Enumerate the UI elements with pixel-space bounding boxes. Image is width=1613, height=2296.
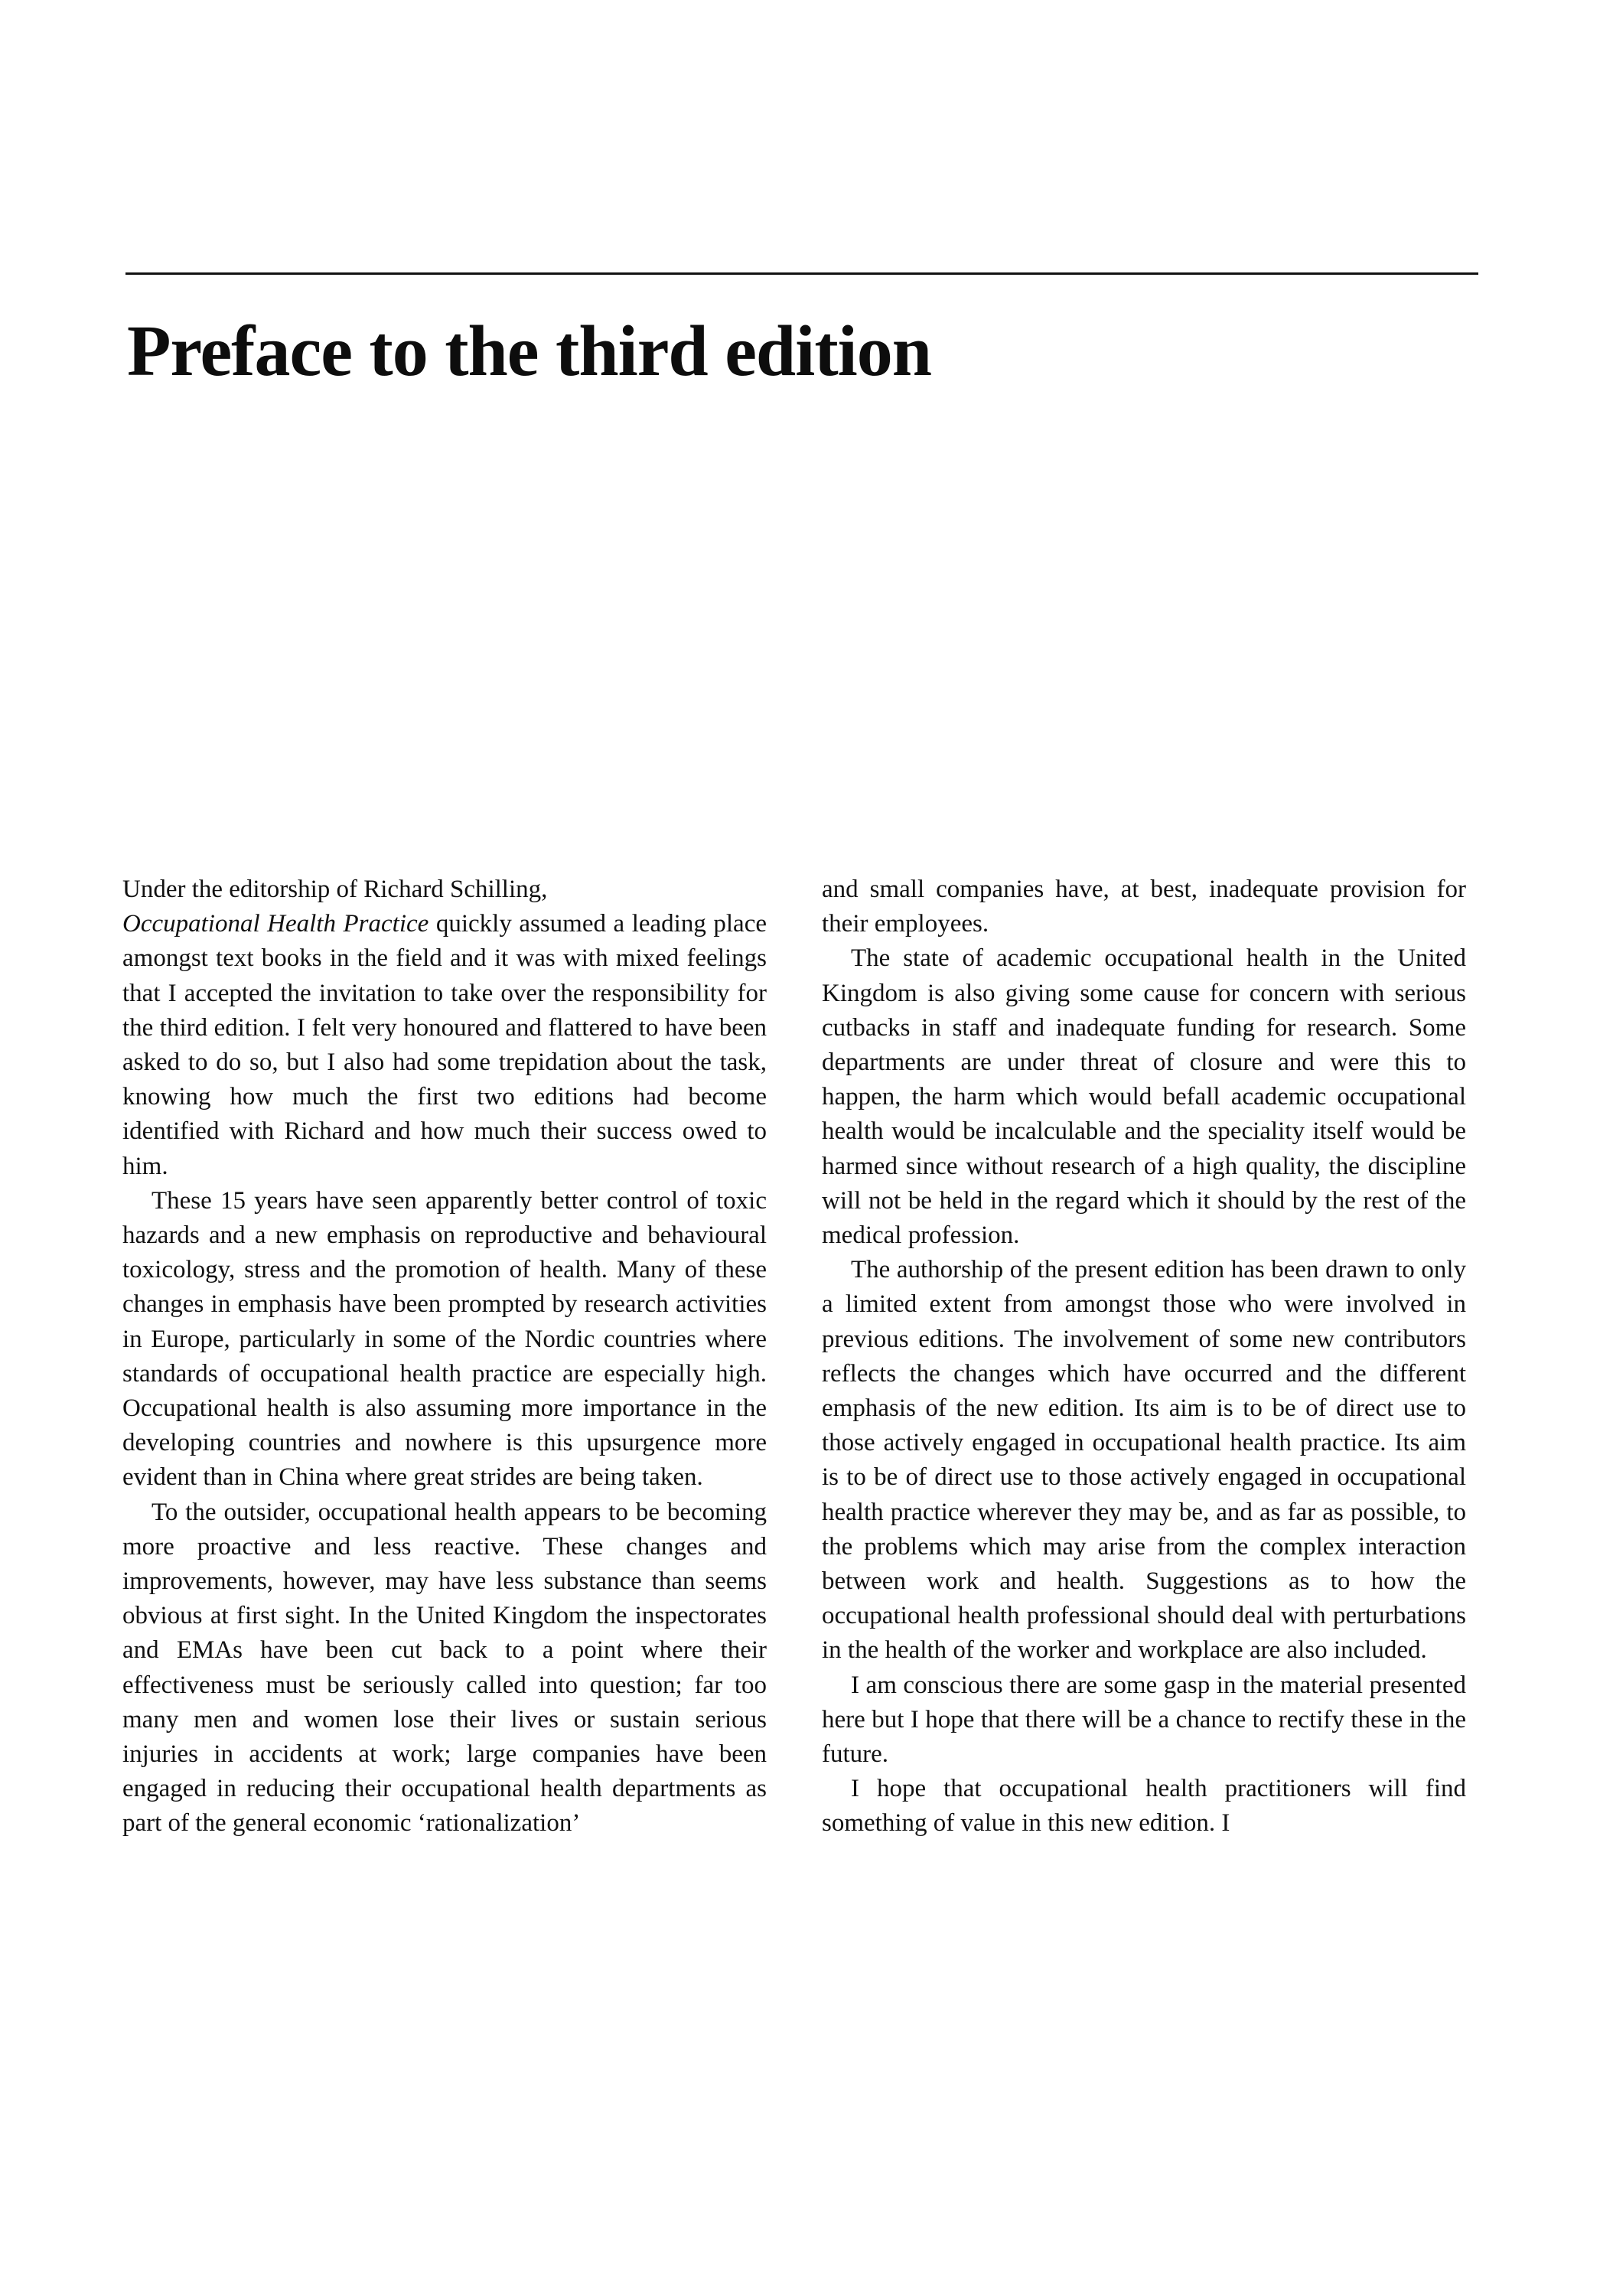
paragraph-4: The state of academic occupational health in the United Kingdom is also giving some cause for concern with serious cutbacks in staff and inadequate funding for research. Some departments are under threat of closure and were this to happen, the harm which would befall academic occupational health would be incalculable and the speciality itself would be harmed since without research of a high quality, the discipline will not be held in the regard which it should by the rest of the medical profession. bbox=[822, 944, 1466, 1250]
book-title: Occupational Health Practice bbox=[122, 910, 429, 938]
title-rule bbox=[125, 272, 1478, 275]
left-column bbox=[122, 872, 767, 1841]
right-column bbox=[822, 872, 1466, 1841]
paragraph-2: These 15 years have seen apparently better control of toxic hazards and a new emphasis on reproductive and behavioural toxicology, stress and the promotion of health. Many of these changes in emphasis have been prompted by research activities in Europe, particularly in some of the Nordic countries where standards of occupational health practice are especially high. Occupational health is also assuming more importance in the developing countries and nowhere is this upsurgence more evident than in China where great strides are being taken. bbox=[122, 1186, 767, 1492]
page-title: Preface to the third edition bbox=[127, 311, 932, 391]
paragraph-1-rest: quickly assumed a leading place amongst text books in the field and it was with mixed feelings that I accepted the invitation to take over the responsibility for the third edition. I felt very honoured and flattered to have been asked to do so, but I also had some trepidation about the task, knowing how much the first two editions had become identified with Richard and how much their success owed to him. bbox=[122, 910, 767, 1180]
paragraph-3: To the outsider, occupational health appears to be becoming more proactive and less reactive. These changes and improvements, however, may have less substance than seems obvious at first sight. In the United Kingdom the inspectorates and EMAs have been cut back to a point where their effectiveness must be seriously called into question; far too many men and women lose their lives or sustain serious injuries in accidents at work; large companies have been engaged in reducing their occupational health departments as part of the general economic ‘rationalization’ bbox=[122, 1498, 767, 1838]
paragraph-5: The authorship of the present edition has been drawn to only a limited extent from amongst those who were involved in previous editions. The involvement of some new contributors reflects the changes which have occurred and the different emphasis of the new edition. Its aim is to be of direct use to those actively engaged in occupational health practice. Its aim is to be of direct use to those actively engaged in occupational health practice wherever they may be, and as far as possible, to the problems which may arise from the complex interaction between work and health. Suggestions as to how the occupational health professional should deal with perturbations in the health of the worker and workplace are also included. bbox=[822, 1256, 1466, 1665]
paragraph-1-intro: Under the editorship of Richard Schilling, bbox=[122, 876, 548, 903]
paragraph-1 bbox=[122, 872, 767, 1184]
paragraph-7: I hope that occupational health practitioners will find something of value in this new edition. I bbox=[822, 1775, 1466, 1838]
paragraph-6: I am conscious there are some gasp in the material presented here but I hope that there will be a chance to rectify these in the future. bbox=[822, 1671, 1466, 1769]
paragraph-continuation: and small companies have, at best, inadequate provision for their employees. bbox=[822, 876, 1466, 938]
